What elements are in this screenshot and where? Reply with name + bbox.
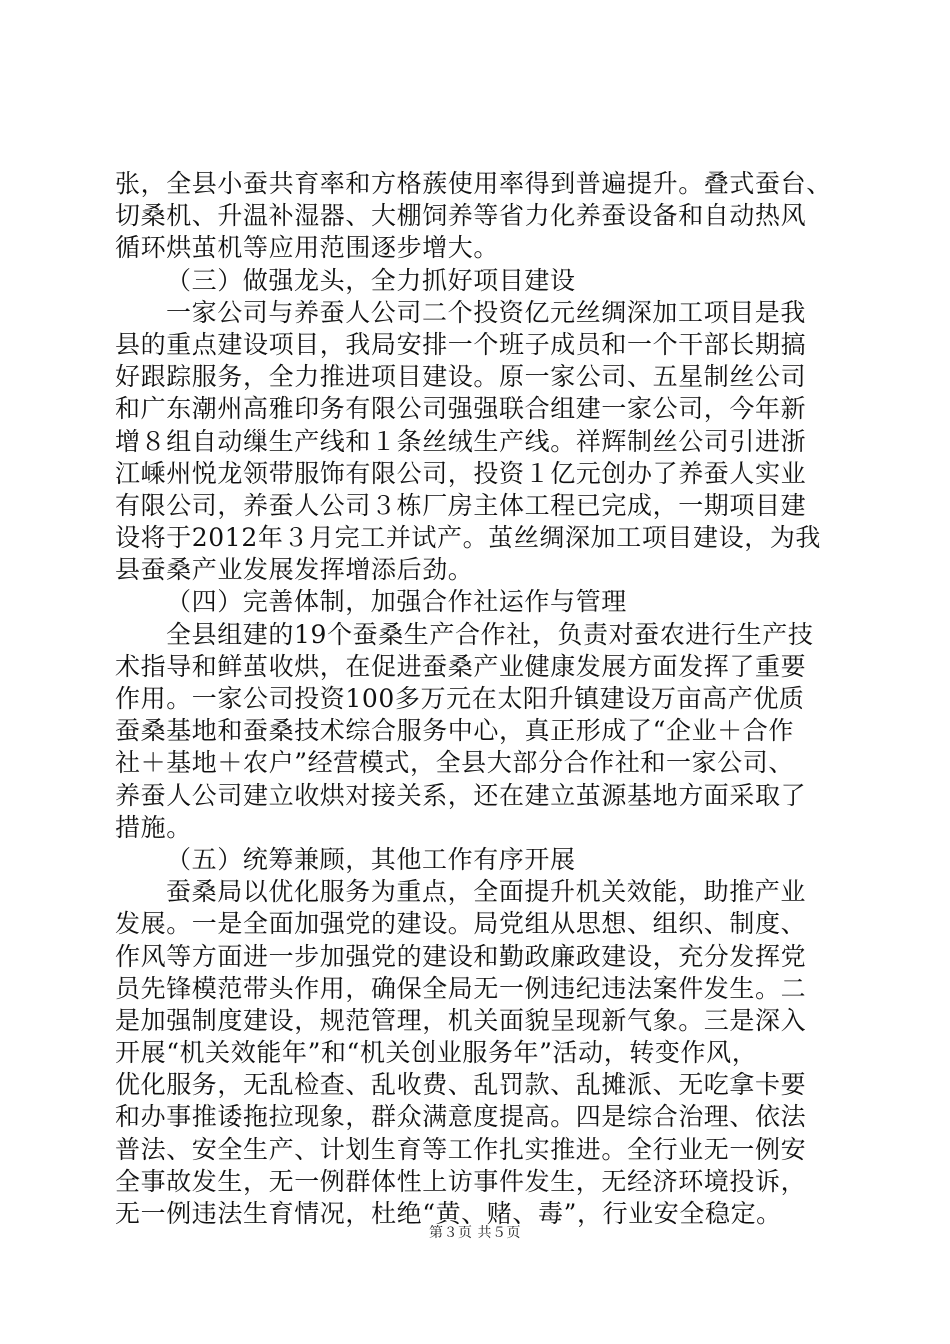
- text-line: 循环烘茧机等应用范围逐步增大。: [115, 233, 500, 263]
- text-line: 和办事推诿拖拉现象，群众满意度提高。四是综合治理、依法: [115, 1102, 807, 1132]
- text-line: 蚕桑基地和蚕桑技术综合服务中心，真正形成了“企业＋合作: [115, 716, 794, 746]
- text-line: 术指导和鲜茧收烘，在促进蚕桑产业健康发展方面发挥了重要: [115, 651, 807, 681]
- text-line: 发展。一是全面加强党的建设。局党组从思想、组织、制度、: [115, 909, 807, 939]
- text-line: 普法、安全生产、计划生育等工作扎实推进。全行业无一例安: [115, 1134, 807, 1164]
- text-line: 员先锋模范带头作用，确保全局无一例违纪违法案件发生。二: [115, 973, 807, 1003]
- section-heading: （三）做强龙头，全力抓好项目建设: [166, 265, 576, 295]
- text-line: 社＋基地＋农户”经营模式，全县大部分合作社和一家公司、: [115, 748, 794, 778]
- text-line: 是加强制度建设，规范管理，机关面貌呈现新气象。三是深入: [115, 1005, 807, 1035]
- body-text: [115, 168, 835, 1230]
- section-heading: （五）统筹兼顾，其他工作有序开展: [166, 844, 576, 874]
- text-line: 作风等方面进一步加强党的建设和勤政廉政建设，充分发挥党: [115, 941, 807, 971]
- text-line: 措施。: [115, 812, 192, 842]
- section-heading: （四）完善体制，加强合作社运作与管理: [166, 587, 627, 617]
- text-line: 蚕桑局以优化服务为重点，全面提升机关效能，助推产业: [166, 877, 807, 907]
- text-line: 优化服务，无乱检查、乱收费、乱罚款、乱摊派、无吃拿卡要: [115, 1070, 807, 1100]
- text-line: 开展“机关效能年”和“机关创业服务年”活动，转变作风，: [115, 1038, 758, 1068]
- text-line: 养蚕人公司建立收烘对接关系，还在建立茧源基地方面采取了: [115, 780, 807, 810]
- text-line: 有限公司，养蚕人公司３栋厂房主体工程已完成，一期项目建: [115, 490, 807, 520]
- text-line: 县的重点建设项目，我局安排一个班子成员和一个干部长期搞: [115, 329, 807, 359]
- text-line: 江嵊州悦龙领带服饰有限公司，投资１亿元创办了养蚕人实业: [115, 458, 807, 488]
- text-line: 和广东潮州高雅印务有限公司强强联合组建一家公司，今年新: [115, 394, 807, 424]
- text-line: 切桑机、升温补湿器、大棚饲养等省力化养蚕设备和自动热风: [115, 201, 807, 231]
- page-number-footer: 第３页 共５页: [429, 1225, 521, 1241]
- text-line: 张，全县小蚕共育率和方格蔟使用率得到普遍提升。叠式蚕台、: [115, 169, 832, 198]
- text-line: 全事故发生，无一例群体性上访事件发生，无经济环境投诉，: [115, 1166, 807, 1196]
- text-line: 作用。一家公司投资100多万元在太阳升镇建设万亩高产优质: [115, 684, 805, 713]
- text-line: 无一例违法生育情况，杜绝“黄、赌、毒”，行业安全稳定。: [115, 1199, 782, 1228]
- text-line: 全县组建的19个蚕桑生产合作社，负责对蚕农进行生产技: [166, 619, 814, 649]
- text-line: 一家公司与养蚕人公司二个投资亿元丝绸深加工项目是我: [166, 297, 807, 327]
- text-line: 增８组自动缫生产线和１条丝绒生产线。祥辉制丝公司引进浙: [115, 426, 807, 456]
- text-line: 设将于2012年３月完工并试产。茧丝绸深加工项目建设，为我: [115, 523, 822, 553]
- text-line: 好跟踪服务，全力推进项目建设。原一家公司、五星制丝公司: [115, 362, 807, 392]
- text-line: 县蚕桑产业发展发挥增添后劲。: [115, 555, 474, 585]
